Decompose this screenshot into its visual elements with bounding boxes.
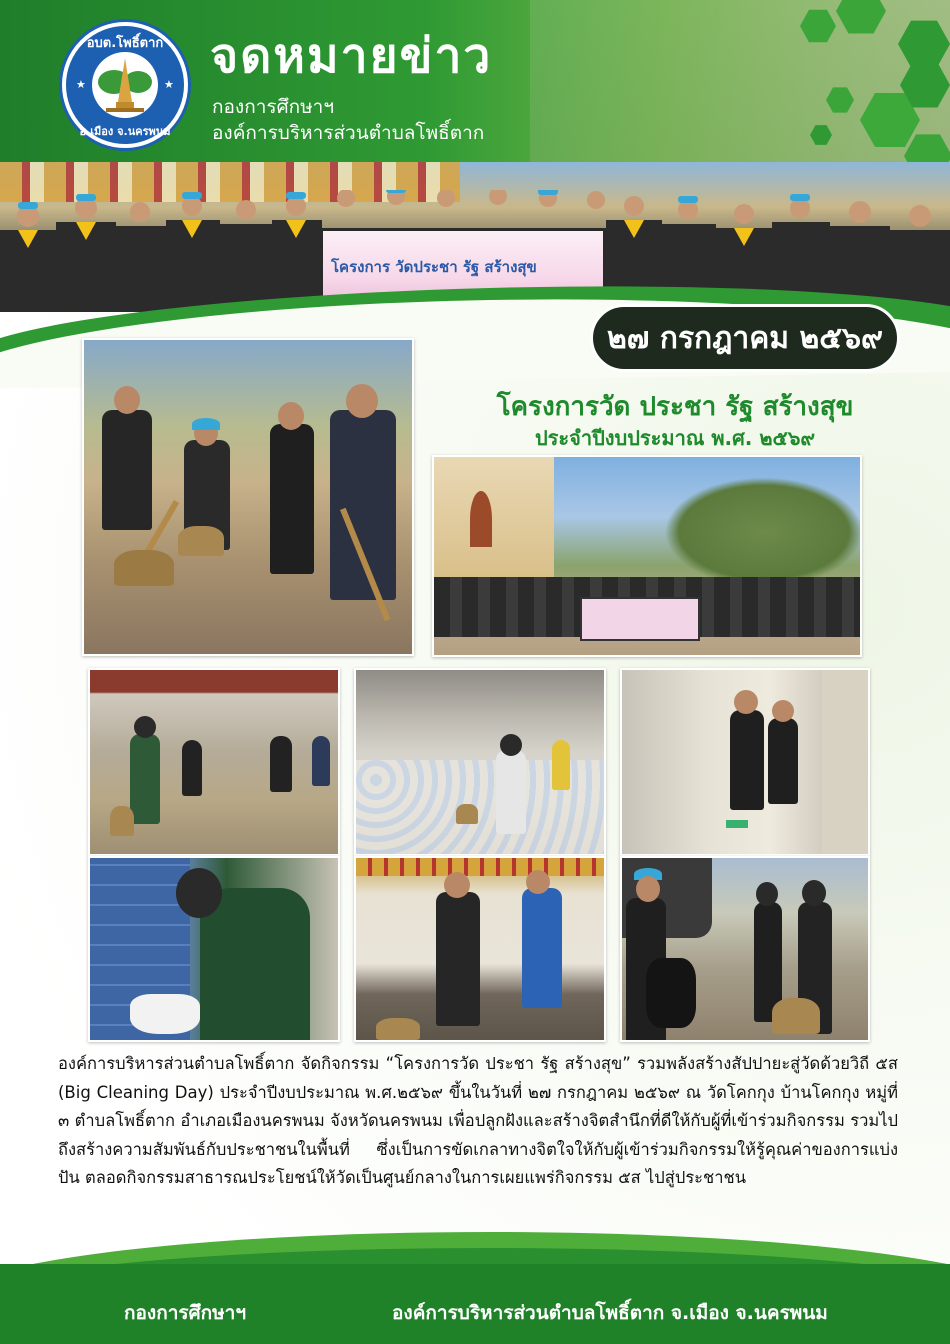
person-head	[278, 402, 304, 430]
project-banner-small	[580, 597, 700, 641]
news-body-text: องค์การบริหารส่วนตำบลโพธิ์ตาก จัดกิจกรรม “โครงการวัด ประชา รัฐ สร้างสุข” รวมพลังสร้างสัปปายะสู่วัดด้วยวิถี ๕ส (Big Cleaning Day) ประจำปีงบประมาณ พ.ศ.๒๕๖๙ ขึ้นในวันที่ ๒๗ กรกฎาคม ๒๕๖๙ ณ วัดโคกกุง บ้านโคกกุง หมู่ที่ ๓ ตำบลโพธิ์ตาก อำเภอเมืองนครพนม จังหวัดนครพนม เพื่อปลูกฝังและสร้างจิตสำนึกที่ดีให้กับผู้ที่เข้าร่วมกิจกรรม รวมไปถึงสร้างความสัมพันธ์กับประชาชนในพื้นที่ ซึ่งเป็นการขัดเกลาทางจิตใจให้กับผู้เข้าร่วมกิจกรรมให้รู้คุณค่าของการแบ่งปัน ตลอดกิจกรรมสาธารณประโยชน์ให้วัดเป็นศูนย์กลางในการเผยแพร่กิจกรรม ๕ส ไปสู่ประชาชน	[58, 1054, 898, 1187]
project-title: โครงการวัด ประชา รัฐ สร้างสุข	[496, 392, 854, 422]
temple-door	[470, 491, 492, 547]
person-head	[500, 734, 522, 756]
broom-head	[772, 998, 820, 1034]
broom-head	[376, 1018, 420, 1040]
logo-top-text: อบต.โพธิ์ตาก	[86, 36, 164, 51]
person-figure	[522, 888, 562, 1008]
person-head	[802, 880, 826, 906]
newsletter-title: จดหมายข่าว	[210, 28, 493, 84]
broom-head	[178, 526, 224, 556]
pagoda-tree-icon	[92, 52, 158, 118]
person-head	[134, 716, 156, 738]
person-head	[772, 700, 794, 722]
photo-group-at-temple	[432, 455, 862, 657]
person-head	[636, 876, 660, 902]
person-figure	[330, 410, 396, 600]
broom-head	[110, 806, 134, 836]
person-figure	[102, 410, 152, 530]
person-figure	[496, 750, 526, 834]
logo-emblem	[92, 52, 158, 118]
broom-head	[456, 804, 478, 824]
organization-name: องค์การบริหารส่วนตำบลโพธิ์ตาก	[212, 122, 485, 144]
person-head	[444, 872, 470, 898]
photo-sweeping-tiled-hall	[354, 668, 606, 856]
star-icon: ★	[76, 78, 86, 91]
photo-mopping-restroom	[620, 668, 870, 856]
person-head	[114, 386, 140, 414]
banner-text: โครงการ วัดประชา รัฐ สร้างสุข	[331, 258, 537, 276]
person-figure	[270, 424, 314, 574]
person-figure	[200, 888, 310, 1042]
person-head	[526, 870, 550, 894]
person-head	[346, 384, 378, 418]
trees	[664, 477, 862, 587]
cap-icon	[192, 418, 220, 430]
person-head	[176, 868, 222, 918]
person-figure	[270, 736, 292, 792]
person-head	[756, 882, 778, 906]
garbage-bag	[646, 958, 696, 1028]
person-figure	[436, 892, 480, 1026]
photo-sweeping-temple-yard	[82, 338, 414, 656]
person-figure	[552, 740, 570, 790]
wall-ornament	[356, 858, 606, 876]
person-figure	[730, 710, 764, 810]
mop-head	[726, 820, 748, 828]
logo-bottom-text: อ.เมือง จ.นครพนม	[79, 125, 171, 138]
person-figure	[768, 718, 798, 804]
person-figure	[130, 734, 160, 824]
photo-collecting-leaves	[620, 856, 870, 1042]
temple-building	[434, 457, 554, 577]
photo-sweeping-pavilion-ground	[88, 668, 340, 856]
organization-logo	[62, 22, 188, 148]
project-subtitle: ประจำปีงบประมาณ พ.ศ. ๒๕๖๙	[534, 426, 816, 450]
person-figure	[312, 736, 330, 786]
photo-sweeping-temple-wall	[354, 856, 606, 1042]
division-name: กองการศึกษาฯ	[212, 96, 334, 118]
footer-division: กองการศึกษาฯ	[124, 1302, 246, 1324]
toilet-bowl	[130, 994, 200, 1034]
person-figure	[182, 740, 202, 796]
header-band	[0, 0, 950, 170]
event-date: ๒๗ กรกฎาคม ๒๕๖๙	[590, 304, 900, 372]
star-icon: ★	[164, 78, 174, 91]
footer-organization: องค์การบริหารส่วนตำบลโพธิ์ตาก จ.เมือง จ.นครพนม	[392, 1302, 828, 1324]
photo-cleaning-toilet	[88, 856, 340, 1042]
broom-head	[114, 550, 174, 586]
person-head	[734, 690, 758, 714]
door-frame	[822, 670, 870, 856]
